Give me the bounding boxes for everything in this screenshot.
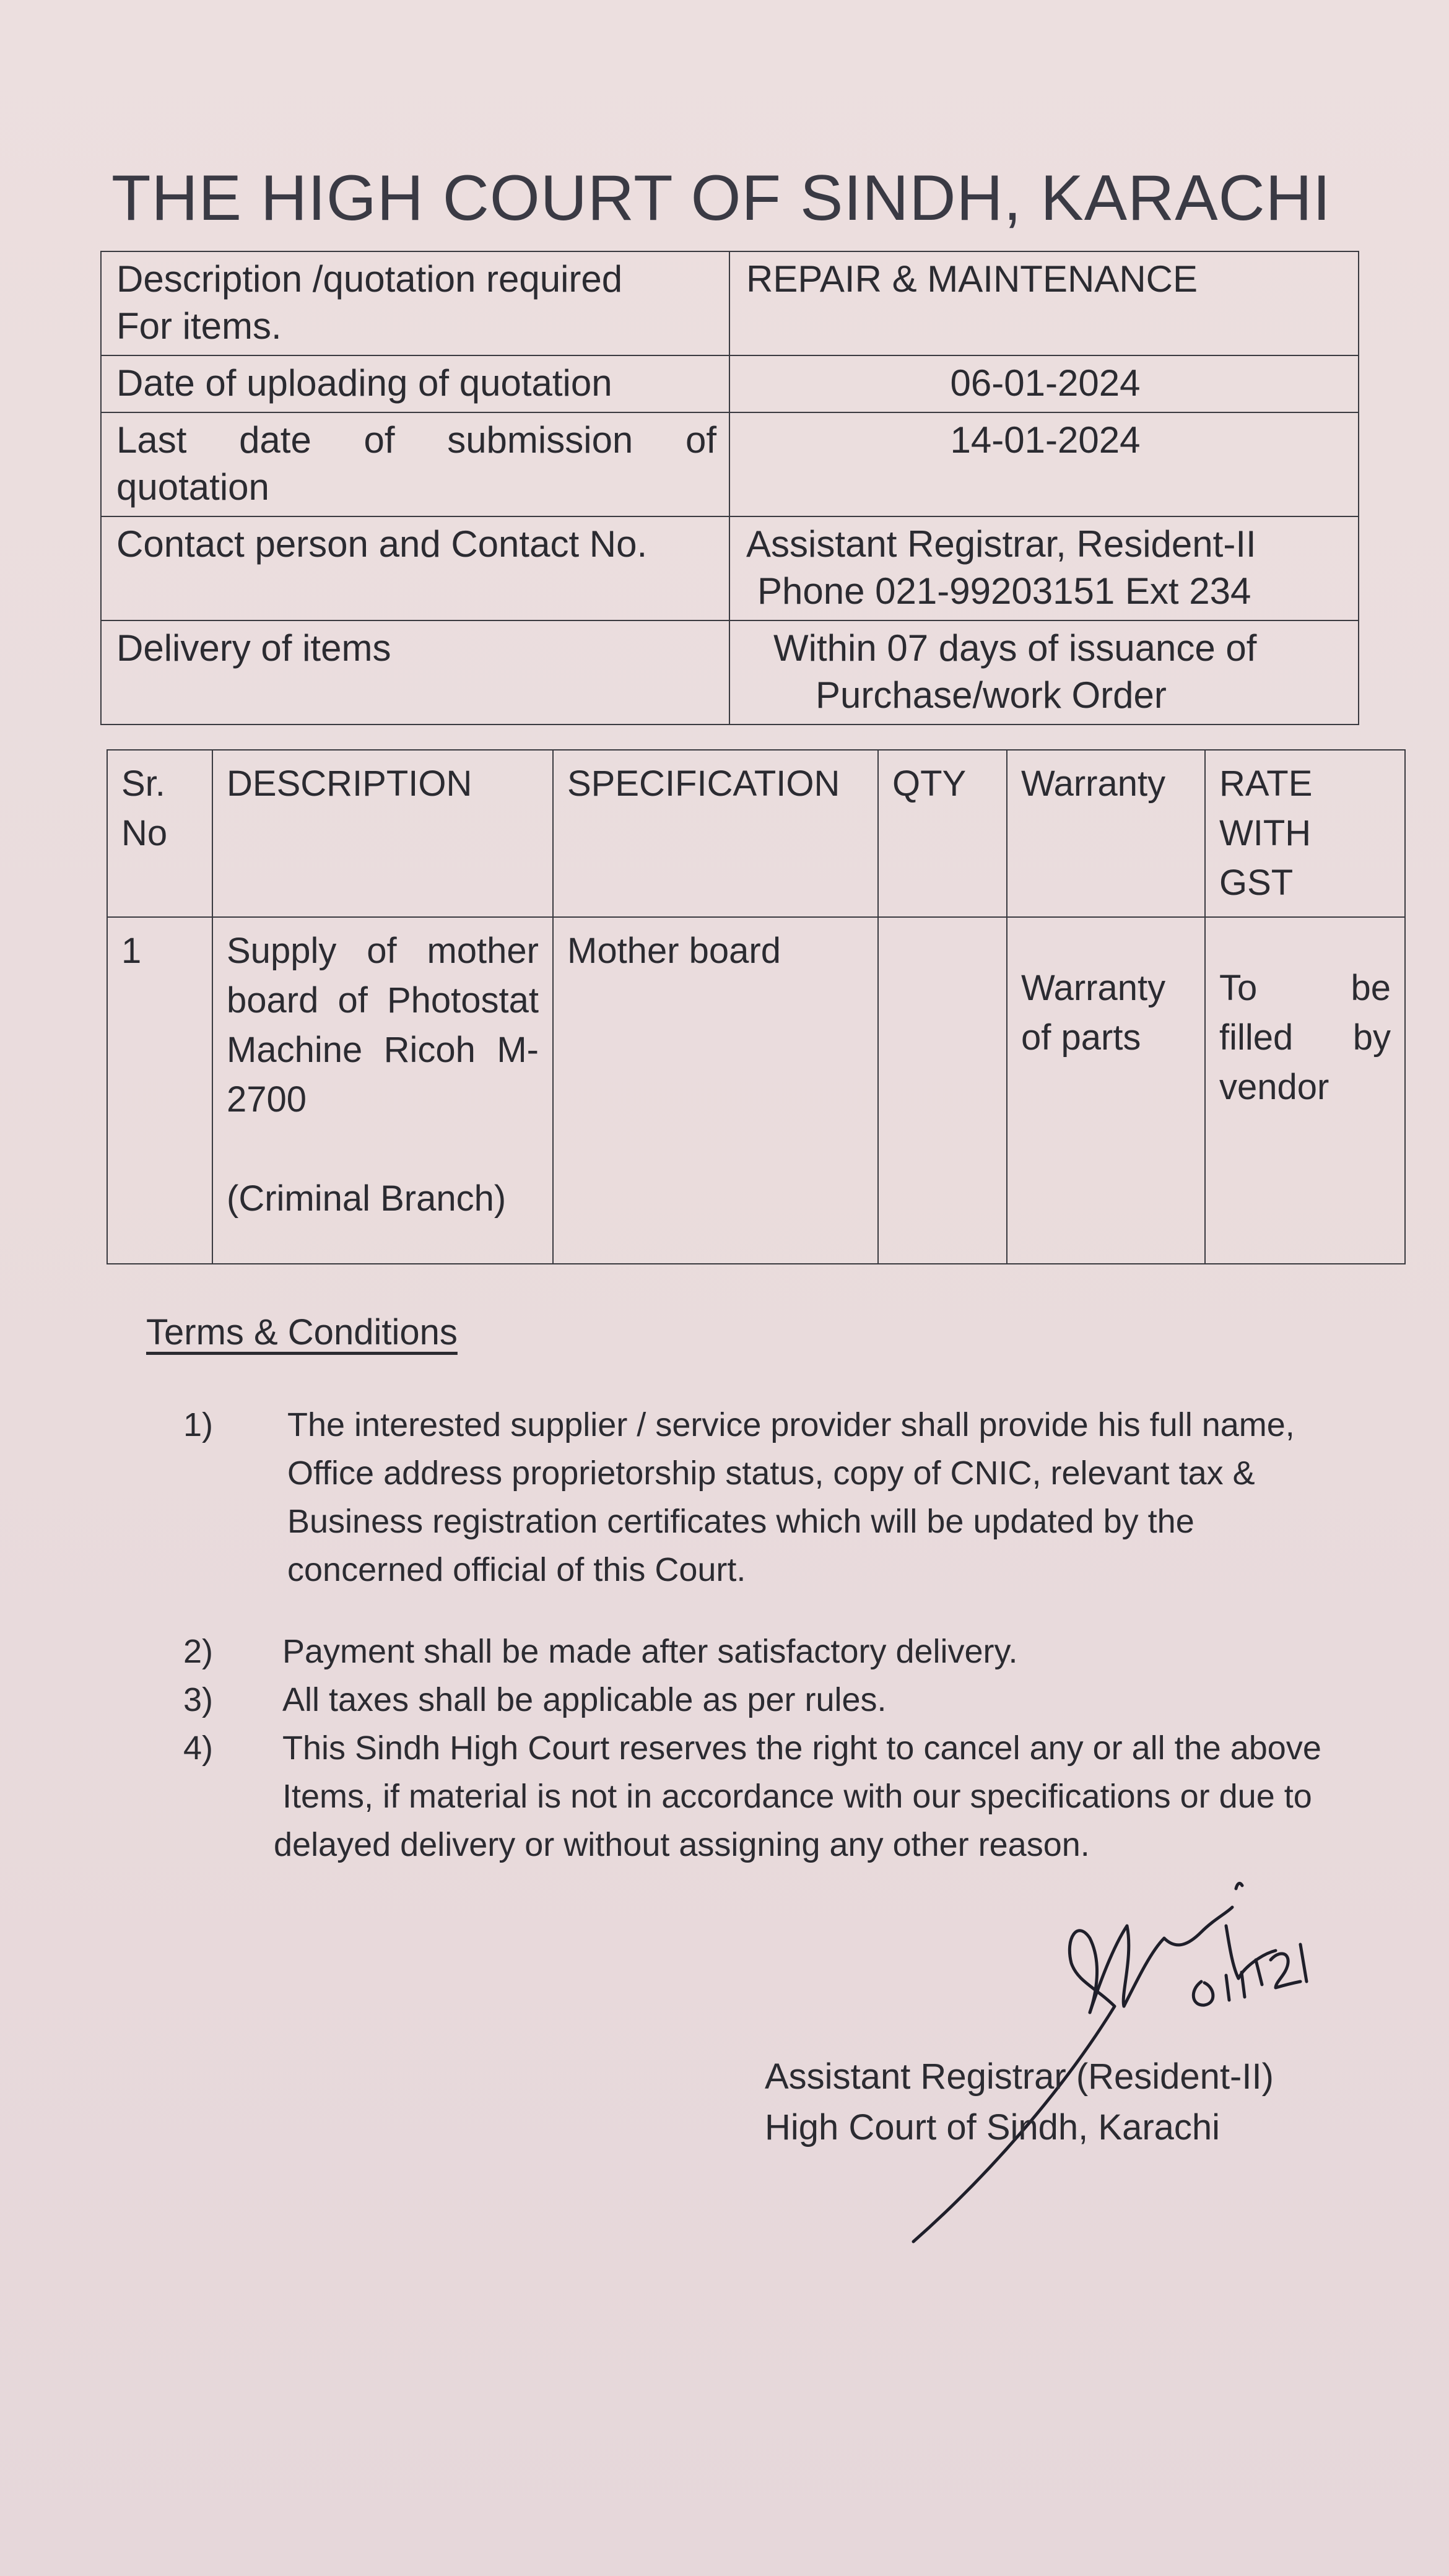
term-1-line-2: Office address proprietorship status, copy of CNIC, relevant tax & bbox=[287, 1455, 1255, 1492]
items-table-header-row bbox=[107, 750, 1405, 917]
header-rate-line1: RATE bbox=[1219, 764, 1313, 804]
header-rate bbox=[1205, 750, 1405, 917]
last-date-label-line2: quotation bbox=[116, 466, 269, 508]
description-value-cell bbox=[729, 251, 1359, 355]
term-4-text bbox=[274, 1724, 1385, 1869]
term-1-number: 1) bbox=[183, 1406, 214, 1443]
term-4-line-3: delayed delivery or without assigning any other reason. bbox=[274, 1826, 1090, 1863]
term-1-line-4: concerned official of this Court. bbox=[287, 1551, 746, 1588]
header-description: DESCRIPTION bbox=[212, 750, 553, 917]
row-description-cell bbox=[212, 917, 553, 1264]
term-2-line-1: Payment shall be made after satisfactory delivery. bbox=[282, 1633, 1018, 1670]
header-sr-line2: No bbox=[121, 813, 168, 853]
row-qty bbox=[878, 917, 1007, 1264]
row-rate-cell bbox=[1205, 917, 1405, 1264]
info-row-upload-date bbox=[101, 355, 1359, 412]
description-value: REPAIR & MAINTENANCE bbox=[746, 258, 1198, 300]
delivery-label: Delivery of items bbox=[101, 620, 729, 724]
last-date-label-line1: Last date of submission of bbox=[116, 419, 716, 461]
row-warranty-cell bbox=[1007, 917, 1205, 1264]
description-label-cell bbox=[101, 251, 729, 355]
last-date-label-cell bbox=[101, 412, 729, 516]
header-rate-line3: GST bbox=[1219, 863, 1294, 903]
header-specification: SPECIFICATION bbox=[553, 750, 878, 917]
term-3-line-1: All taxes shall be applicable as per rules. bbox=[282, 1681, 887, 1718]
contact-label: Contact person and Contact No. bbox=[101, 516, 729, 620]
term-2-number: 2) bbox=[183, 1633, 214, 1670]
delivery-value-line2: Purchase/work Order bbox=[816, 674, 1167, 716]
items-table bbox=[107, 749, 1406, 1264]
term-4-number: 4) bbox=[183, 1730, 214, 1767]
signatory-office: High Court of Sindh, Karachi bbox=[765, 2107, 1221, 2147]
info-row-delivery bbox=[101, 620, 1359, 724]
last-date-value: 14-01-2024 bbox=[729, 412, 1359, 516]
page-title: THE HIGH COURT OF SINDH, KARACHI bbox=[111, 162, 1331, 234]
header-sr-no bbox=[107, 750, 212, 917]
contact-value-line2: Phone 021-99203151 Ext 234 bbox=[757, 570, 1251, 612]
upload-date-label: Date of uploading of quotation bbox=[101, 355, 729, 412]
info-row-last-date bbox=[101, 412, 1359, 516]
term-4-line-2: Items, if material is not in accordance with our specifications or due to bbox=[282, 1778, 1312, 1815]
row-warranty: Warranty of parts bbox=[1021, 968, 1166, 1058]
delivery-value-cell bbox=[729, 620, 1359, 724]
upload-date-value: 06-01-2024 bbox=[729, 355, 1359, 412]
info-row-contact bbox=[101, 516, 1359, 620]
row-branch: (Criminal Branch) bbox=[227, 1178, 507, 1219]
info-row-description bbox=[101, 251, 1359, 355]
term-4-line-1: This Sindh High Court reserves the right to cancel any or all the above bbox=[282, 1730, 1321, 1767]
row-rate: To be filled by vendor bbox=[1219, 968, 1391, 1107]
term-1-line-3: Business registration certificates which will be updated by the bbox=[287, 1503, 1194, 1540]
contact-value-cell bbox=[729, 516, 1359, 620]
header-sr-line1: Sr. bbox=[121, 764, 165, 804]
quotation-info-table bbox=[100, 251, 1359, 725]
header-warranty: Warranty bbox=[1007, 750, 1205, 917]
signatory-designation: Assistant Registrar (Resident-II) bbox=[765, 2056, 1274, 2097]
term-1-text bbox=[287, 1401, 1390, 1594]
row-specification: Mother board bbox=[553, 917, 878, 1264]
term-1-line-1: The interested supplier / service provider shall provide his full name, bbox=[287, 1406, 1295, 1443]
delivery-value-line1: Within 07 days of issuance of bbox=[773, 627, 1257, 669]
term-3-number: 3) bbox=[183, 1681, 214, 1718]
table-row bbox=[107, 917, 1405, 1264]
header-rate-line2: WITH bbox=[1219, 813, 1312, 853]
contact-value-line1: Assistant Registrar, Resident-II bbox=[746, 523, 1256, 565]
row-sr: 1 bbox=[107, 917, 212, 1264]
row-description: Supply of mother board of Photostat Machine Ricoh M-2700 bbox=[227, 931, 539, 1120]
terms-heading: Terms & Conditions bbox=[146, 1312, 458, 1352]
header-qty: QTY bbox=[878, 750, 1007, 917]
description-label-line1: Description /quotation required bbox=[116, 258, 623, 300]
description-label-line2: For items. bbox=[116, 305, 282, 347]
